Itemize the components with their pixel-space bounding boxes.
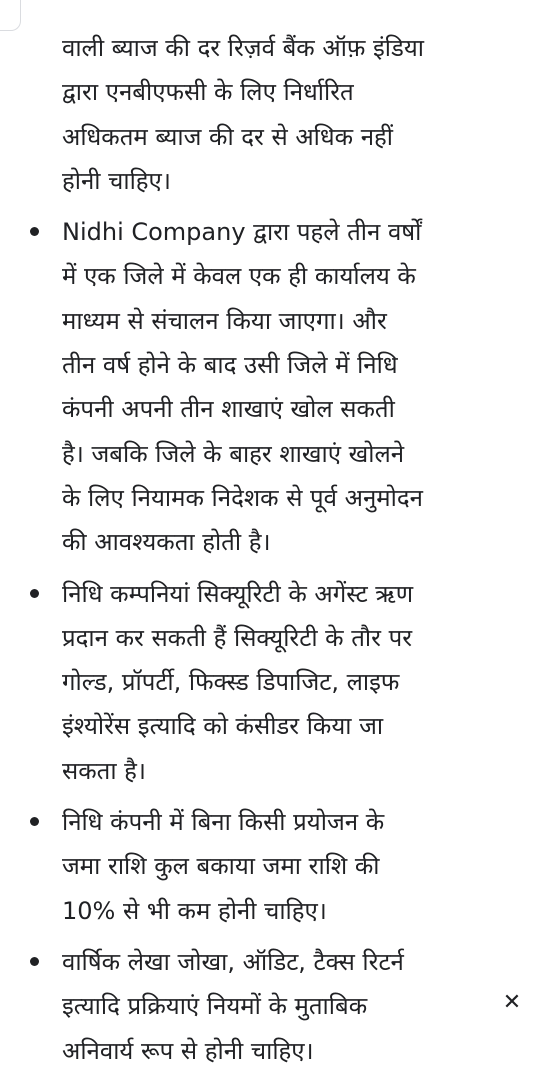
bullet-dot-icon	[30, 817, 39, 826]
bullet-dot-icon	[30, 227, 39, 236]
list-item-text: निधि कंपनी में बिना किसी प्रयोजन के जमा राशि कुल बकाया जमा राशि की 10% से भी कम होनी चाहिए।	[62, 808, 385, 925]
bullet-list	[26, 210, 516, 1073]
close-button[interactable]	[486, 980, 538, 1024]
list-item	[26, 940, 516, 1073]
list-item	[26, 210, 516, 564]
paragraph-continuation: वाली ब्याज की दर रिज़र्व बैंक ऑफ़ इंडिया द्वारा एनबीएफसी के लिए निर्धारित अधिकतम ब्याज की दर से अधिक नहीं होनी चाहिए।	[62, 34, 424, 195]
list-item-text: Nidhi Company द्वारा पहले तीन वर्षों में एक जिले में केवल एक ही कार्यालय के माध्यम से संचालन किया जाएगा। और तीन वर्ष होने के बाद उसी जिले में निधि कंपनी अपनी तीन शाखाएं खोल सकती है। जबकि जिले के बाहर शाखाएं खोलने के लिए नियामक निदेशक से पूर्व अनुमोदन की आवश्यकता होती है।	[62, 218, 423, 557]
article-content	[26, 26, 516, 1080]
bullet-dot-icon	[30, 957, 39, 966]
list-item-text: वार्षिक लेखा जोखा, ऑडिट, टैक्स रिटर्न इत्यादि प्रक्रियाएं नियमों के मुताबिक अनिवार्य रूप से होनी चाहिए।	[62, 947, 404, 1065]
list-item-text: निधि कम्पनियां सिक्यूरिटी के अगेंस्ट ऋण प्रदान कर सकती हैं सिक्यूरिटी के तौर पर गोल्ड, प्रॉपर्टी, फिक्स्ड डिपाजिट, लाइफ इंश्योरेंस इत्यादि को कंसीडर किया जा सकता है।	[62, 579, 414, 785]
list-item	[26, 800, 516, 933]
close-icon[interactable]: ✕	[502, 989, 522, 1015]
bullet-dot-icon	[30, 589, 39, 598]
page-corner-decoration	[0, 0, 21, 31]
list-item	[26, 572, 516, 793]
